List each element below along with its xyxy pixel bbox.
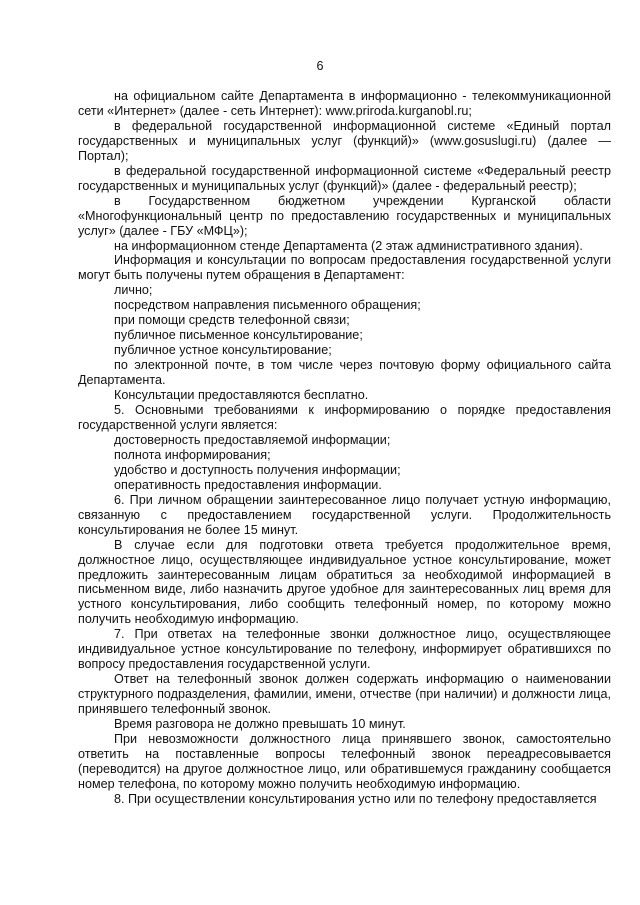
paragraph: 8. При осуществлении консультирования устно или по телефону предоставляется: [114, 791, 597, 806]
paragraph: 5. Основными требованиями к информированию о порядке предоставления государственной услуги является:: [78, 403, 611, 432]
paragraph: Консультации предоставляются бесплатно.: [114, 388, 369, 403]
paragraph: в Государственном бюджетном учреждении Курганской области «Многофункциональный центр по предоставлению государственных и муниципальных услуг» (далее - ГБУ «МФЦ»);: [78, 193, 611, 238]
paragraph: В случае если для подготовки ответа требуется продолжительное время, должностное лицо, осуществляющее индивидуальное устное консультирование, может предложить заинтересованным лицам обратиться за необходимой информацией в письменном виде, либо назначить другое удобное для заинтересованных лиц время для устного консультирования, либо сообщить телефонный номер, по которому можно получить необходимую информацию.: [78, 537, 611, 627]
paragraph: Время разговора не должно превышать 10 минут.: [114, 717, 406, 732]
paragraph: 6. При личном обращении заинтересованное лицо получает устную информацию, связанную с предоставлением государственной услуги. Продолжительность консультирования не более 15 минут.: [78, 492, 611, 537]
paragraph: на информационном стенде Департамента (2 этаж административного здания).: [114, 238, 583, 253]
paragraph: При невозможности должностного лица принявшего звонок, самостоятельно ответить на поставленные вопросы телефонный звонок переадресовывается (переводится) на другое должностное лицо, или обратившемуся гражданину сообщается номер телефона, по которому можно получить необходимую информацию.: [78, 731, 611, 791]
list-item: удобство и доступность получения информации;: [114, 462, 401, 477]
paragraph: в федеральной государственной информационной системе «Федеральный реестр государственных и муниципальных услуг (функций)» (далее - федеральный реестр);: [78, 163, 611, 193]
paragraph: на официальном сайте Департамента в информационно - телекоммуникационной сети «Интернет» (далее - сеть Интернет): www.priroda.kurganobl.ru;: [78, 89, 611, 118]
list-item: по электронной почте, в том числе через почтовую форму официального сайта Департамента.: [78, 358, 611, 388]
paragraph: в федеральной государственной информационной системе «Единый портал государственных и муниципальных услуг (функций)» (www.gosuslugi.ru) (далее — Портал);: [78, 118, 611, 163]
list-item: полнота информирования;: [114, 447, 271, 462]
paragraph: Ответ на телефонный звонок должен содержать информацию о наименовании структурного подразделения, фамилии, имени, отчестве (при наличии) и должности лица, принявшего телефонный звонок.: [78, 672, 611, 717]
list-item: публичное письменное консультирование;: [114, 328, 363, 343]
page-number: 6: [316, 59, 324, 73]
list-item: лично;: [114, 283, 153, 298]
list-item: оперативность предоставления информации.: [114, 477, 382, 492]
paragraph: 7. При ответах на телефонные звонки должностное лицо, осуществляющее индивидуальное устное консультирование по телефону, информирует обратившихся по вопросу предоставления государственной услуги.: [78, 627, 611, 672]
paragraph: Информация и консультации по вопросам предоставления государственной услуги могут быть получены путем обращения в Департамент:: [78, 253, 611, 283]
list-item: посредством направления письменного обращения;: [114, 298, 421, 313]
list-item: публичное устное консультирование;: [114, 343, 332, 358]
list-item: достоверность предоставляемой информации;: [114, 432, 391, 447]
document-body: [78, 89, 611, 807]
list-item: при помощи средств телефонной связи;: [114, 313, 350, 328]
